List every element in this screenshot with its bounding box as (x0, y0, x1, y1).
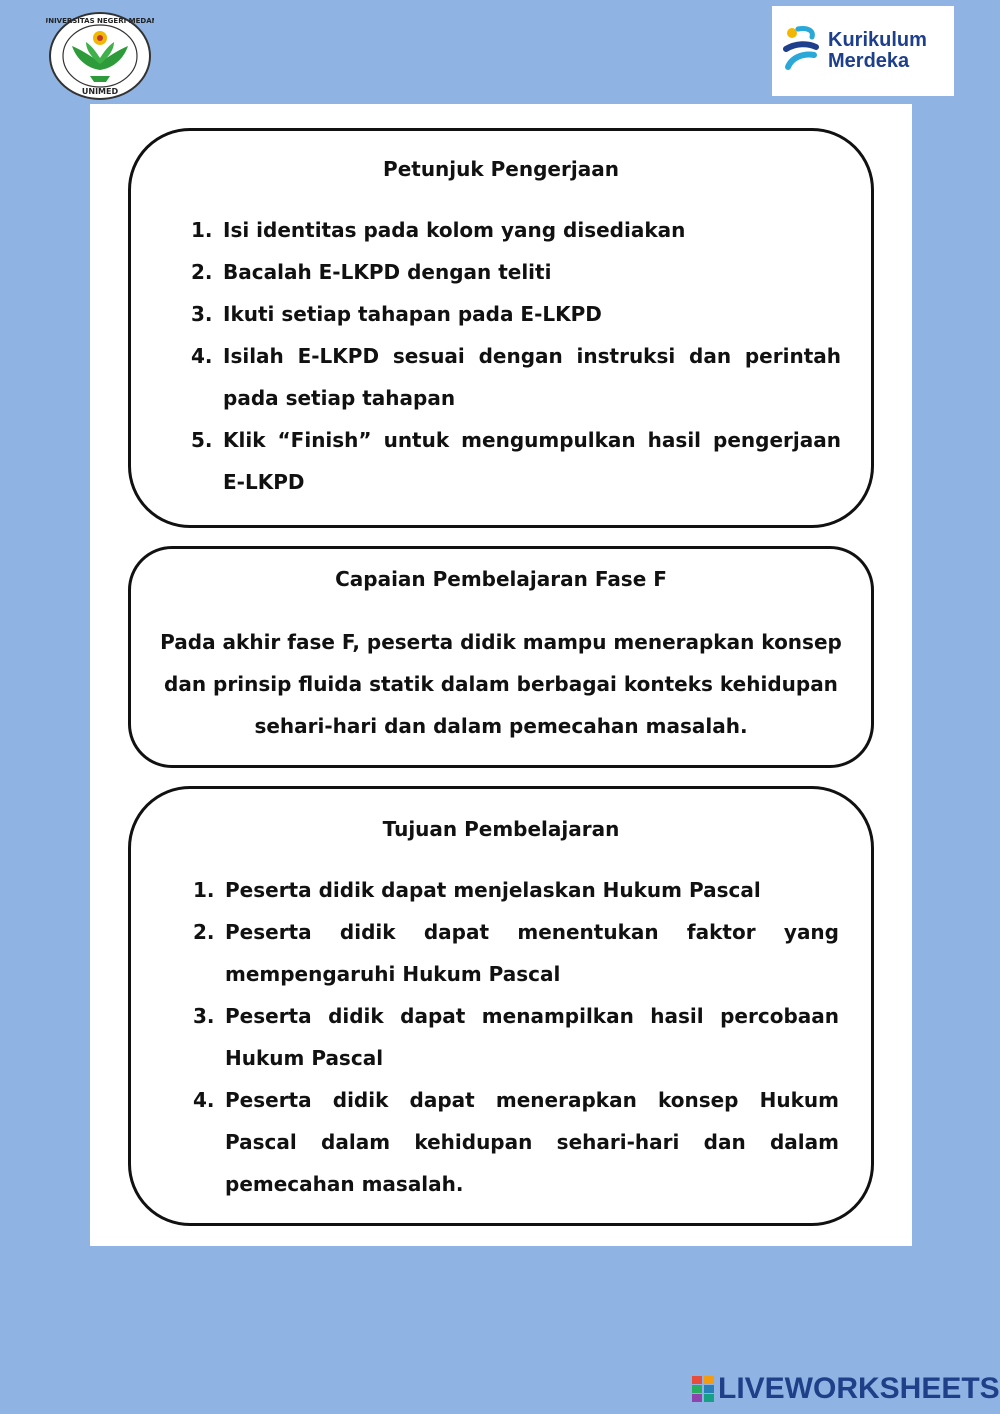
item-text: Ikuti setiap tahapan pada E-LKPD (223, 302, 602, 326)
list-item (193, 869, 839, 911)
item-number: 5. (191, 428, 213, 452)
item-number: 2. (193, 920, 215, 944)
unimed-logo-text: UNIVERSITAS NEGERI MEDAN (46, 17, 154, 25)
item-number: 1. (193, 878, 215, 902)
capaian-text: Pada akhir fase F, peserta didik mampu menerapkan konsep dan prinsip fluida statik dalam berbagai konteks kehidupan sehari-hari dan dalam pemecahan masalah. (160, 630, 842, 738)
list-item (191, 251, 841, 293)
capaian-title: Capaian Pembelajaran Fase F (335, 567, 667, 591)
kurikulum-logo-line1: Kurikulum (828, 29, 927, 51)
item-number: 1. (191, 218, 213, 242)
tujuan-list (193, 869, 839, 1205)
worksheet-page (90, 104, 912, 1246)
kurikulum-merdeka-logo (772, 6, 954, 96)
item-text: Isilah E-LKPD sesuai dengan instruksi dan perintah pada setiap tahapan (223, 344, 841, 410)
list-item (191, 209, 841, 251)
list-item (191, 335, 841, 419)
list-item (193, 995, 839, 1079)
tujuan-title: Tujuan Pembelajaran (382, 817, 620, 841)
item-text: Peserta didik dapat menjelaskan Hukum Pascal (225, 878, 761, 902)
unimed-logo (46, 10, 154, 102)
liveworksheets-brand: LIVEWORKSHEETS (718, 1372, 1000, 1405)
liveworksheets-logo[interactable] (692, 1374, 1000, 1404)
item-text: Isi identitas pada kolom yang disediakan (223, 218, 686, 242)
item-number: 3. (193, 1004, 215, 1028)
item-text: Peserta didik dapat menampilkan hasil percobaan Hukum Pascal (225, 1004, 839, 1070)
unimed-logo-sub: UNIMED (81, 87, 119, 96)
item-text: Peserta didik dapat menerapkan konsep Hukum Pascal dalam kehidupan sehari-hari dan dalam pemecahan masalah. (225, 1088, 839, 1196)
item-text: Klik “Finish” untuk mengumpulkan hasil pengerjaan E-LKPD (223, 428, 841, 494)
list-item (191, 293, 841, 335)
petunjuk-box (128, 128, 874, 528)
list-item (191, 419, 841, 503)
item-number: 4. (193, 1088, 215, 1112)
item-number: 3. (191, 302, 213, 326)
petunjuk-title: Petunjuk Pengerjaan (383, 157, 619, 181)
item-number: 4. (191, 344, 213, 368)
list-item (193, 1079, 839, 1205)
item-text: Bacalah E-LKPD dengan teliti (223, 260, 552, 284)
kurikulum-merdeka-mark-icon (782, 25, 822, 77)
tujuan-box (128, 786, 874, 1226)
list-item (193, 911, 839, 995)
capaian-box (128, 546, 874, 768)
item-number: 2. (191, 260, 213, 284)
liveworksheets-blocks-icon (692, 1376, 714, 1402)
petunjuk-list (191, 209, 841, 503)
item-text: Peserta didik dapat menentukan faktor yang mempengaruhi Hukum Pascal (225, 920, 839, 986)
kurikulum-logo-line2: Merdeka (828, 50, 910, 72)
